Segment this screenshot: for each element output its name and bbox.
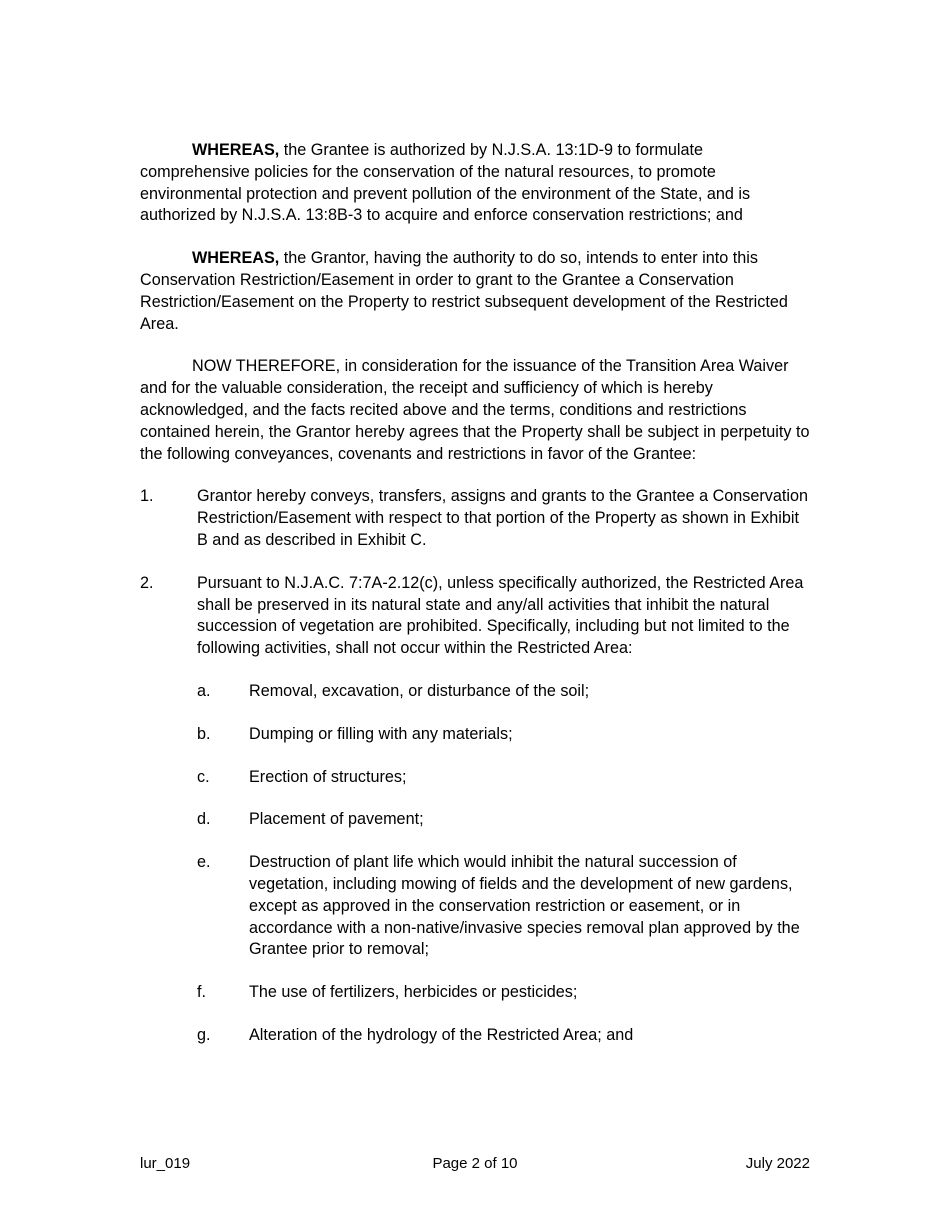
- list-item-text: Destruction of plant life which would inhibit the natural succession of vegetation, including mowing of fields and the development of new gardens, except as approved in the conservation restriction or easement, or in accordance with a non-native/invasive species removal plan approved by the Grantee prior to removal;: [249, 853, 800, 959]
- paragraph-lead-in: NOW THEREFORE: [192, 357, 336, 376]
- list-item-text: Dumping or filling with any materials;: [249, 724, 513, 743]
- list-item-content: [197, 573, 810, 660]
- paragraph-now-therefore: [140, 356, 810, 465]
- list-item: [197, 809, 810, 831]
- paragraph-whereas-2: [140, 248, 810, 335]
- document-body: [140, 140, 810, 1047]
- list-item-content: [197, 486, 810, 551]
- paragraph-whereas-1: [140, 140, 810, 227]
- list-item: [140, 486, 810, 551]
- paragraph-lead-in: WHEREAS,: [192, 249, 280, 268]
- list-item-marker: d.: [197, 810, 211, 829]
- footer-page-number: Page 2 of 10: [432, 1155, 518, 1172]
- footer-date: July 2022: [745, 1155, 810, 1172]
- list-item: [197, 852, 810, 961]
- list-item-marker: e.: [197, 853, 211, 872]
- list-item-emphasis: Exhibit B: [197, 509, 799, 549]
- list-item-text: Placement of pavement;: [249, 810, 424, 829]
- list-item-text-end: .: [421, 530, 427, 549]
- paragraph-text: the Grantee is authorized by N.J.S.A. 13:1D-9 to formulate comprehensive policies for the conservation of the natural resources, to promote environmental protection and prevent pollution of the environment of the State, and is authorized by N.J.S.A. 13:8B-3 to acquire and enforce conservation restrictions; and: [140, 141, 751, 225]
- list-item: [197, 1025, 810, 1047]
- list-item: [197, 982, 810, 1004]
- paragraph-lead-in: WHEREAS,: [192, 141, 280, 159]
- list-item-marker: f.: [197, 983, 206, 1002]
- lettered-sublist: [197, 681, 810, 1047]
- paragraph-text: , in consideration for the issuance of the Transition Area Waiver and for the valuable consideration, the receipt and sufficiency of which is hereby acknowledged, and the facts recited above and the terms, conditions and restrictions contained herein, the Grantor hereby agrees that the Property shall be subject in perpetuity to the following conveyances, covenants and restrictions in favor of the Grantee:: [140, 357, 810, 463]
- list-item-text: Removal, excavation, or disturbance of the soil;: [249, 681, 590, 700]
- list-item: [197, 767, 810, 789]
- list-item-marker: c.: [197, 767, 210, 786]
- list-item-text-cont: and as described in: [207, 530, 358, 549]
- list-item-text: Alteration of the hydrology of the Restricted Area; and: [249, 1025, 634, 1044]
- list-item-marker: g.: [197, 1025, 211, 1044]
- list-item-emphasis-2: Exhibit C: [357, 530, 422, 549]
- list-item: [140, 573, 810, 660]
- list-item: [197, 681, 810, 703]
- footer-form-id: lur_019: [140, 1155, 191, 1172]
- list-item-marker: b.: [197, 724, 211, 743]
- paragraph-text: the Grantor, having the authority to do so, intends to enter into this Conservation Restriction/Easement in order to grant to the Grantee a Conservation Restriction/Easement on the Property to restrict subsequent development of the Restricted Area.: [140, 249, 788, 333]
- list-item-text: The use of fertilizers, herbicides or pesticides;: [249, 983, 578, 1002]
- list-item-text: Grantor hereby conveys, transfers, assigns and grants to the Grantee a Conservation Restriction/Easement with respect to that portion of the Property as shown in: [197, 487, 808, 528]
- list-item: [197, 724, 810, 746]
- list-item-text: Pursuant to N.J.A.C. 7:7A-2.12(c), unless specifically authorized, the Restricted Area shall be preserved in its natural state and any/all activities that inhibit the natural succession of vegetation are prohibited. Specifically, including but not limited to the following activities, shall not occur within the Restricted Area:: [197, 573, 804, 658]
- numbered-list: [140, 486, 810, 660]
- list-item-text: Erection of structures;: [249, 767, 407, 786]
- list-item-marker: 1.: [140, 487, 154, 506]
- list-item-marker: 2.: [140, 573, 154, 592]
- list-item-marker: a.: [197, 681, 211, 700]
- page-footer: [140, 1155, 810, 1172]
